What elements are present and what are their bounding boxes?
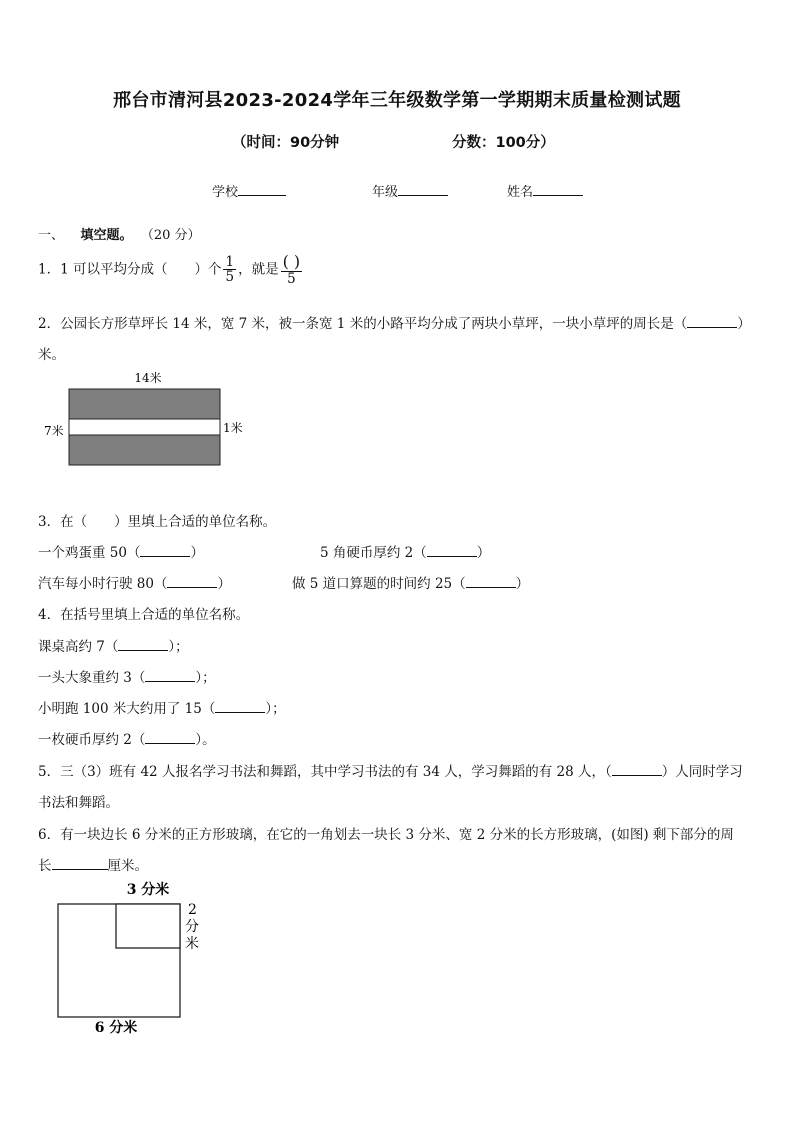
q4-item-c [38, 697, 286, 717]
school-field [212, 181, 286, 200]
q4-a-end: ）； [168, 639, 189, 655]
q2-fig-top-label: 14米 [134, 371, 162, 385]
q3-a-text: 一个鸡蛋重 50（ [38, 545, 141, 561]
q3-b-blank[interactable] [427, 544, 477, 557]
q4-prompt: 4．在括号里填上合适的单位名称。 [38, 607, 250, 623]
q5-line1: 5．三（3）班有 42 人报名学习书法和舞蹈，其中学习书法的有 34 人，学习舞蹈的有 28 人，（ [38, 764, 612, 780]
q4-a-text: 课桌高约 7（ [38, 639, 119, 655]
q2-fig-left-label: 7米 [44, 424, 64, 438]
q3-a-blank[interactable] [140, 544, 190, 557]
q1-frac2-num[interactable]: ( ) [282, 252, 301, 271]
q6-fig-right-3: 米 [185, 936, 199, 952]
q1-mid: ，就是 [238, 261, 279, 278]
q6-glass-figure [50, 874, 220, 1040]
q4-d-blank[interactable] [145, 731, 195, 744]
q2-line1: 2．公园长方形草坪长 14 米，宽 7 米，被一条宽 1 米的小路平均分成了两块小草坪，一块小草坪的周长是（ [38, 316, 688, 332]
q4-d-text: 一枚硬币厚约 2（ [38, 732, 146, 748]
grade-label: 年级 [372, 185, 399, 200]
q2-answer-blank[interactable] [687, 315, 737, 328]
grade-field [372, 181, 448, 200]
q4-c-end: ）； [265, 701, 286, 717]
q3-a-close: ） [190, 545, 204, 561]
school-blank[interactable] [238, 183, 286, 196]
q3-b-close: ） [476, 545, 491, 561]
q4-item-d [38, 728, 216, 748]
score-label: 分数：100分） [452, 135, 555, 151]
question-2 [38, 312, 751, 332]
section-heading [38, 224, 201, 243]
q4-b-blank[interactable] [145, 669, 195, 682]
q2-lawn-figure [40, 366, 260, 470]
q4-b-text: 一头大象重约 3（ [38, 670, 146, 686]
q3-d-text: 做 5 道口算题的时间约 25（ [292, 576, 466, 592]
q4-item-a [38, 635, 189, 655]
page-title: 邢台市清河县2023-2024学年三年级数学第一学期期末质量检测试题 [113, 90, 681, 111]
q3-item-d [292, 572, 529, 592]
q3-d-blank[interactable] [466, 575, 516, 588]
q3-b-text: 5 角硬币厚约 2（ [320, 545, 427, 561]
q2-line2: 米。 [38, 347, 65, 363]
q3-d-close: ） [515, 576, 530, 592]
question-5 [38, 760, 743, 780]
q6-answer-blank[interactable] [52, 857, 108, 870]
q4-a-blank[interactable] [118, 638, 168, 651]
q6-fig-bottom-label: 6 分米 [94, 1020, 138, 1036]
q4-c-blank[interactable] [215, 700, 265, 713]
school-label: 学校 [212, 185, 239, 200]
q5-line2: 书法和舞蹈。 [38, 795, 119, 811]
section-points: （20 分） [140, 228, 201, 243]
q6-line2-start: 长 [38, 858, 52, 874]
q4-d-end: ）。 [195, 732, 216, 748]
q3-item-c [38, 572, 231, 592]
q1-frac-den: 5 [225, 269, 235, 286]
q3-item-a [38, 541, 204, 561]
q1-fraction-2 [281, 254, 303, 286]
q1-frac2-den: 5 [287, 270, 296, 287]
name-label: 姓名 [507, 185, 534, 200]
q5-answer-blank[interactable] [612, 763, 662, 776]
grade-blank[interactable] [398, 183, 448, 196]
q4-b-end: ）； [195, 670, 216, 686]
name-blank[interactable] [533, 183, 583, 196]
section-title: 填空题。 [80, 228, 133, 243]
q6-cut-rectangle [116, 904, 180, 948]
section-number: 一、 [38, 228, 65, 243]
q4-c-text: 小明跑 100 米大约用了 15（ [38, 701, 216, 717]
q3-c-close: ） [217, 576, 231, 592]
time-label: （时间：90分钟 [232, 135, 340, 151]
q6-fig-right-1: 2 [188, 902, 197, 918]
q2-path-strip [69, 419, 220, 435]
q6-line1: 6．有一块边长 6 分米的正方形玻璃，在它的一角划去一块长 3 分米、宽 2 分米的长方形玻璃，(如图) 剩下部分的周 [38, 827, 734, 843]
q2-line1-end: ） [737, 316, 751, 332]
q6-fig-top-label: 3 分米 [126, 882, 170, 898]
q2-fig-right-label: 1米 [223, 421, 243, 435]
q1-frac-num: 1 [225, 254, 235, 271]
q3-c-text: 汽车每小时行驶 80（ [38, 576, 168, 592]
q3-prompt: 3．在（ ）里填上合适的单位名称。 [38, 514, 277, 530]
q4-item-b [38, 666, 216, 686]
q6-line2-end: 厘米。 [107, 858, 148, 874]
q3-item-b [320, 541, 490, 561]
name-field [507, 181, 583, 200]
q6-line2 [38, 854, 148, 874]
q1-fraction [223, 255, 236, 284]
q5-line1-end: ）人同时学习 [661, 764, 743, 780]
q3-c-blank[interactable] [167, 575, 217, 588]
question-1 [38, 254, 304, 286]
q1-prefix: 1．1 可以平均分成（ ）个 [38, 261, 222, 278]
q6-fig-right-2: 分 [185, 919, 199, 935]
